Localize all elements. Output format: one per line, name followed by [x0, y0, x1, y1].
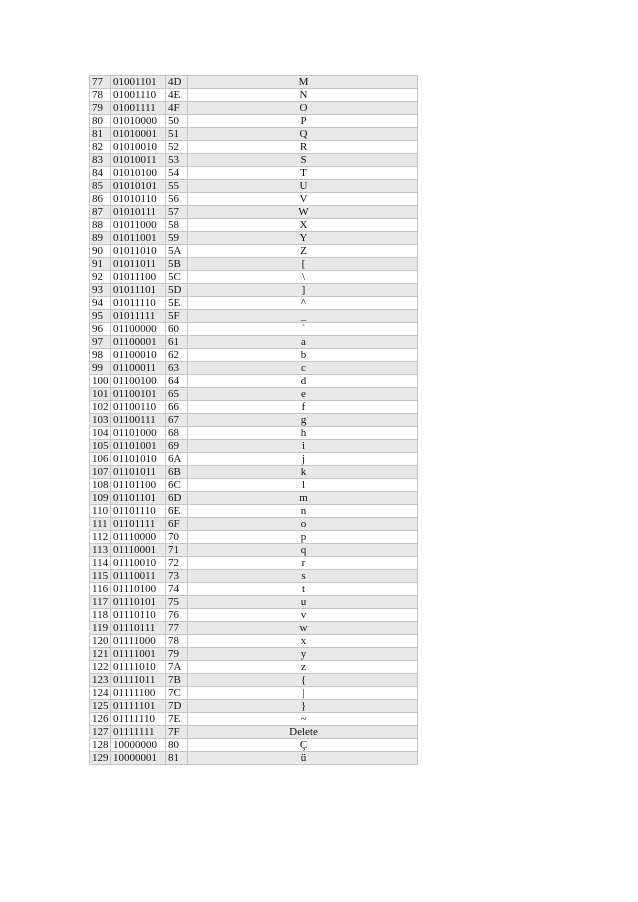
decimal-cell: 94 [90, 297, 111, 310]
table-row [90, 375, 418, 388]
character-cell: a [188, 336, 418, 349]
hex-cell: 71 [166, 544, 188, 557]
binary-cell: 01011110 [111, 297, 166, 310]
hex-cell: 70 [166, 531, 188, 544]
table-row [90, 219, 418, 232]
binary-cell: 01101001 [111, 440, 166, 453]
table-row [90, 115, 418, 128]
decimal-cell: 120 [90, 635, 111, 648]
table-row [90, 232, 418, 245]
hex-cell: 73 [166, 570, 188, 583]
binary-cell: 01010000 [111, 115, 166, 128]
table-row [90, 180, 418, 193]
hex-cell: 52 [166, 141, 188, 154]
binary-cell: 01101000 [111, 427, 166, 440]
binary-cell: 01111010 [111, 661, 166, 674]
table-row [90, 622, 418, 635]
binary-cell: 10000000 [111, 739, 166, 752]
hex-cell: 4D [166, 76, 188, 89]
hex-cell: 7B [166, 674, 188, 687]
character-cell: w [188, 622, 418, 635]
character-cell: v [188, 609, 418, 622]
character-cell: z [188, 661, 418, 674]
decimal-cell: 107 [90, 466, 111, 479]
table-row [90, 453, 418, 466]
binary-cell: 01011100 [111, 271, 166, 284]
binary-cell: 01111111 [111, 726, 166, 739]
decimal-cell: 95 [90, 310, 111, 323]
hex-cell: 5F [166, 310, 188, 323]
table-row [90, 492, 418, 505]
hex-cell: 5E [166, 297, 188, 310]
decimal-cell: 87 [90, 206, 111, 219]
character-cell: U [188, 180, 418, 193]
hex-cell: 62 [166, 349, 188, 362]
binary-cell: 01111001 [111, 648, 166, 661]
character-cell: ^ [188, 297, 418, 310]
table-row [90, 167, 418, 180]
table-row [90, 739, 418, 752]
decimal-cell: 121 [90, 648, 111, 661]
hex-cell: 74 [166, 583, 188, 596]
binary-cell: 01111110 [111, 713, 166, 726]
character-cell: T [188, 167, 418, 180]
character-cell: h [188, 427, 418, 440]
table-row [90, 414, 418, 427]
character-cell: c [188, 362, 418, 375]
table-row [90, 401, 418, 414]
character-cell: l [188, 479, 418, 492]
decimal-cell: 113 [90, 544, 111, 557]
hex-cell: 61 [166, 336, 188, 349]
character-cell: | [188, 687, 418, 700]
decimal-cell: 100 [90, 375, 111, 388]
table-row [90, 193, 418, 206]
decimal-cell: 124 [90, 687, 111, 700]
character-cell: } [188, 700, 418, 713]
table-row [90, 648, 418, 661]
character-cell: X [188, 219, 418, 232]
decimal-cell: 78 [90, 89, 111, 102]
table-row [90, 635, 418, 648]
decimal-cell: 125 [90, 700, 111, 713]
decimal-cell: 97 [90, 336, 111, 349]
binary-cell: 01110110 [111, 609, 166, 622]
table-row [90, 583, 418, 596]
hex-cell: 57 [166, 206, 188, 219]
table-row [90, 102, 418, 115]
hex-cell: 6A [166, 453, 188, 466]
binary-cell: 01100111 [111, 414, 166, 427]
table-row [90, 518, 418, 531]
ascii-code-table [89, 75, 418, 765]
binary-cell: 01111000 [111, 635, 166, 648]
hex-cell: 7D [166, 700, 188, 713]
hex-cell: 79 [166, 648, 188, 661]
character-cell: ~ [188, 713, 418, 726]
decimal-cell: 105 [90, 440, 111, 453]
character-cell: t [188, 583, 418, 596]
decimal-cell: 109 [90, 492, 111, 505]
binary-cell: 01100100 [111, 375, 166, 388]
binary-cell: 01100010 [111, 349, 166, 362]
ascii-table-body [90, 76, 418, 765]
hex-cell: 77 [166, 622, 188, 635]
table-row [90, 323, 418, 336]
binary-cell: 01101110 [111, 505, 166, 518]
binary-cell: 01100101 [111, 388, 166, 401]
binary-cell: 01111011 [111, 674, 166, 687]
decimal-cell: 84 [90, 167, 111, 180]
decimal-cell: 96 [90, 323, 111, 336]
binary-cell: 01011011 [111, 258, 166, 271]
table-row [90, 297, 418, 310]
decimal-cell: 101 [90, 388, 111, 401]
binary-cell: 01011010 [111, 245, 166, 258]
binary-cell: 01011111 [111, 310, 166, 323]
character-cell: ] [188, 284, 418, 297]
hex-cell: 4F [166, 102, 188, 115]
decimal-cell: 127 [90, 726, 111, 739]
table-row [90, 752, 418, 765]
hex-cell: 7F [166, 726, 188, 739]
character-cell: { [188, 674, 418, 687]
hex-cell: 66 [166, 401, 188, 414]
character-cell: s [188, 570, 418, 583]
character-cell: V [188, 193, 418, 206]
hex-cell: 67 [166, 414, 188, 427]
binary-cell: 01101010 [111, 453, 166, 466]
binary-cell: 01111101 [111, 700, 166, 713]
character-cell: p [188, 531, 418, 544]
binary-cell: 01011001 [111, 232, 166, 245]
character-cell: u [188, 596, 418, 609]
decimal-cell: 92 [90, 271, 111, 284]
hex-cell: 6F [166, 518, 188, 531]
decimal-cell: 81 [90, 128, 111, 141]
hex-cell: 7E [166, 713, 188, 726]
table-row [90, 76, 418, 89]
hex-cell: 56 [166, 193, 188, 206]
table-row [90, 141, 418, 154]
character-cell: ü [188, 752, 418, 765]
decimal-cell: 80 [90, 115, 111, 128]
character-cell: Y [188, 232, 418, 245]
table-row [90, 726, 418, 739]
character-cell: P [188, 115, 418, 128]
table-row [90, 466, 418, 479]
decimal-cell: 91 [90, 258, 111, 271]
decimal-cell: 128 [90, 739, 111, 752]
decimal-cell: 123 [90, 674, 111, 687]
decimal-cell: 77 [90, 76, 111, 89]
table-row [90, 544, 418, 557]
decimal-cell: 122 [90, 661, 111, 674]
character-cell: n [188, 505, 418, 518]
table-row [90, 687, 418, 700]
character-cell: S [188, 154, 418, 167]
table-row [90, 154, 418, 167]
hex-cell: 58 [166, 219, 188, 232]
binary-cell: 01010011 [111, 154, 166, 167]
decimal-cell: 114 [90, 557, 111, 570]
binary-cell: 01110111 [111, 622, 166, 635]
decimal-cell: 102 [90, 401, 111, 414]
hex-cell: 6D [166, 492, 188, 505]
hex-cell: 5D [166, 284, 188, 297]
binary-cell: 10000001 [111, 752, 166, 765]
table-row [90, 713, 418, 726]
hex-cell: 80 [166, 739, 188, 752]
decimal-cell: 126 [90, 713, 111, 726]
binary-cell: 01101011 [111, 466, 166, 479]
decimal-cell: 86 [90, 193, 111, 206]
table-row [90, 349, 418, 362]
character-cell: Q [188, 128, 418, 141]
binary-cell: 01100001 [111, 336, 166, 349]
character-cell: W [188, 206, 418, 219]
decimal-cell: 98 [90, 349, 111, 362]
character-cell: x [188, 635, 418, 648]
table-row [90, 258, 418, 271]
table-row [90, 388, 418, 401]
decimal-cell: 117 [90, 596, 111, 609]
decimal-cell: 119 [90, 622, 111, 635]
hex-cell: 78 [166, 635, 188, 648]
table-row [90, 440, 418, 453]
character-cell: [ [188, 258, 418, 271]
character-cell: o [188, 518, 418, 531]
decimal-cell: 83 [90, 154, 111, 167]
binary-cell: 01101111 [111, 518, 166, 531]
hex-cell: 51 [166, 128, 188, 141]
binary-cell: 01010100 [111, 167, 166, 180]
character-cell: r [188, 557, 418, 570]
binary-cell: 01010111 [111, 206, 166, 219]
binary-cell: 01001110 [111, 89, 166, 102]
hex-cell: 7A [166, 661, 188, 674]
decimal-cell: 108 [90, 479, 111, 492]
decimal-cell: 112 [90, 531, 111, 544]
hex-cell: 81 [166, 752, 188, 765]
table-row [90, 596, 418, 609]
character-cell: Ç [188, 739, 418, 752]
binary-cell: 01010101 [111, 180, 166, 193]
character-cell: b [188, 349, 418, 362]
table-row [90, 284, 418, 297]
table-row [90, 206, 418, 219]
hex-cell: 50 [166, 115, 188, 128]
character-cell: i [188, 440, 418, 453]
hex-cell: 6C [166, 479, 188, 492]
character-cell: ` [188, 323, 418, 336]
binary-cell: 01001101 [111, 76, 166, 89]
hex-cell: 6B [166, 466, 188, 479]
decimal-cell: 106 [90, 453, 111, 466]
binary-cell: 01010110 [111, 193, 166, 206]
character-cell: \ [188, 271, 418, 284]
binary-cell: 01110000 [111, 531, 166, 544]
character-cell: j [188, 453, 418, 466]
decimal-cell: 115 [90, 570, 111, 583]
decimal-cell: 79 [90, 102, 111, 115]
hex-cell: 65 [166, 388, 188, 401]
hex-cell: 5C [166, 271, 188, 284]
binary-cell: 01100011 [111, 362, 166, 375]
hex-cell: 60 [166, 323, 188, 336]
table-row [90, 674, 418, 687]
binary-cell: 01100110 [111, 401, 166, 414]
character-cell: M [188, 76, 418, 89]
decimal-cell: 89 [90, 232, 111, 245]
binary-cell: 01110100 [111, 583, 166, 596]
binary-cell: 01011000 [111, 219, 166, 232]
decimal-cell: 129 [90, 752, 111, 765]
hex-cell: 64 [166, 375, 188, 388]
table-row [90, 336, 418, 349]
decimal-cell: 111 [90, 518, 111, 531]
table-row [90, 362, 418, 375]
decimal-cell: 104 [90, 427, 111, 440]
character-cell: q [188, 544, 418, 557]
hex-cell: 69 [166, 440, 188, 453]
hex-cell: 5A [166, 245, 188, 258]
table-row [90, 271, 418, 284]
table-row [90, 310, 418, 323]
hex-cell: 59 [166, 232, 188, 245]
binary-cell: 01011101 [111, 284, 166, 297]
character-cell: Delete [188, 726, 418, 739]
binary-cell: 01001111 [111, 102, 166, 115]
character-cell: k [188, 466, 418, 479]
character-cell: g [188, 414, 418, 427]
table-row [90, 661, 418, 674]
hex-cell: 76 [166, 609, 188, 622]
decimal-cell: 85 [90, 180, 111, 193]
character-cell: e [188, 388, 418, 401]
table-row [90, 245, 418, 258]
decimal-cell: 88 [90, 219, 111, 232]
hex-cell: 53 [166, 154, 188, 167]
hex-cell: 63 [166, 362, 188, 375]
character-cell: Z [188, 245, 418, 258]
binary-cell: 01101101 [111, 492, 166, 505]
table-row [90, 609, 418, 622]
binary-cell: 01110001 [111, 544, 166, 557]
character-cell: y [188, 648, 418, 661]
table-row [90, 427, 418, 440]
binary-cell: 01010001 [111, 128, 166, 141]
table-row [90, 505, 418, 518]
character-cell: R [188, 141, 418, 154]
hex-cell: 55 [166, 180, 188, 193]
decimal-cell: 90 [90, 245, 111, 258]
decimal-cell: 99 [90, 362, 111, 375]
binary-cell: 01110011 [111, 570, 166, 583]
hex-cell: 75 [166, 596, 188, 609]
character-cell: m [188, 492, 418, 505]
decimal-cell: 93 [90, 284, 111, 297]
table-row [90, 700, 418, 713]
table-row [90, 570, 418, 583]
hex-cell: 68 [166, 427, 188, 440]
decimal-cell: 118 [90, 609, 111, 622]
character-cell: d [188, 375, 418, 388]
binary-cell: 01110010 [111, 557, 166, 570]
table-row [90, 557, 418, 570]
table-row [90, 89, 418, 102]
hex-cell: 6E [166, 505, 188, 518]
decimal-cell: 116 [90, 583, 111, 596]
binary-cell: 01101100 [111, 479, 166, 492]
binary-cell: 01110101 [111, 596, 166, 609]
character-cell: O [188, 102, 418, 115]
character-cell: N [188, 89, 418, 102]
hex-cell: 72 [166, 557, 188, 570]
table-row [90, 128, 418, 141]
binary-cell: 01111100 [111, 687, 166, 700]
hex-cell: 7C [166, 687, 188, 700]
table-row [90, 531, 418, 544]
binary-cell: 01010010 [111, 141, 166, 154]
binary-cell: 01100000 [111, 323, 166, 336]
decimal-cell: 82 [90, 141, 111, 154]
hex-cell: 5B [166, 258, 188, 271]
decimal-cell: 110 [90, 505, 111, 518]
hex-cell: 54 [166, 167, 188, 180]
character-cell: _ [188, 310, 418, 323]
character-cell: f [188, 401, 418, 414]
hex-cell: 4E [166, 89, 188, 102]
table-row [90, 479, 418, 492]
decimal-cell: 103 [90, 414, 111, 427]
